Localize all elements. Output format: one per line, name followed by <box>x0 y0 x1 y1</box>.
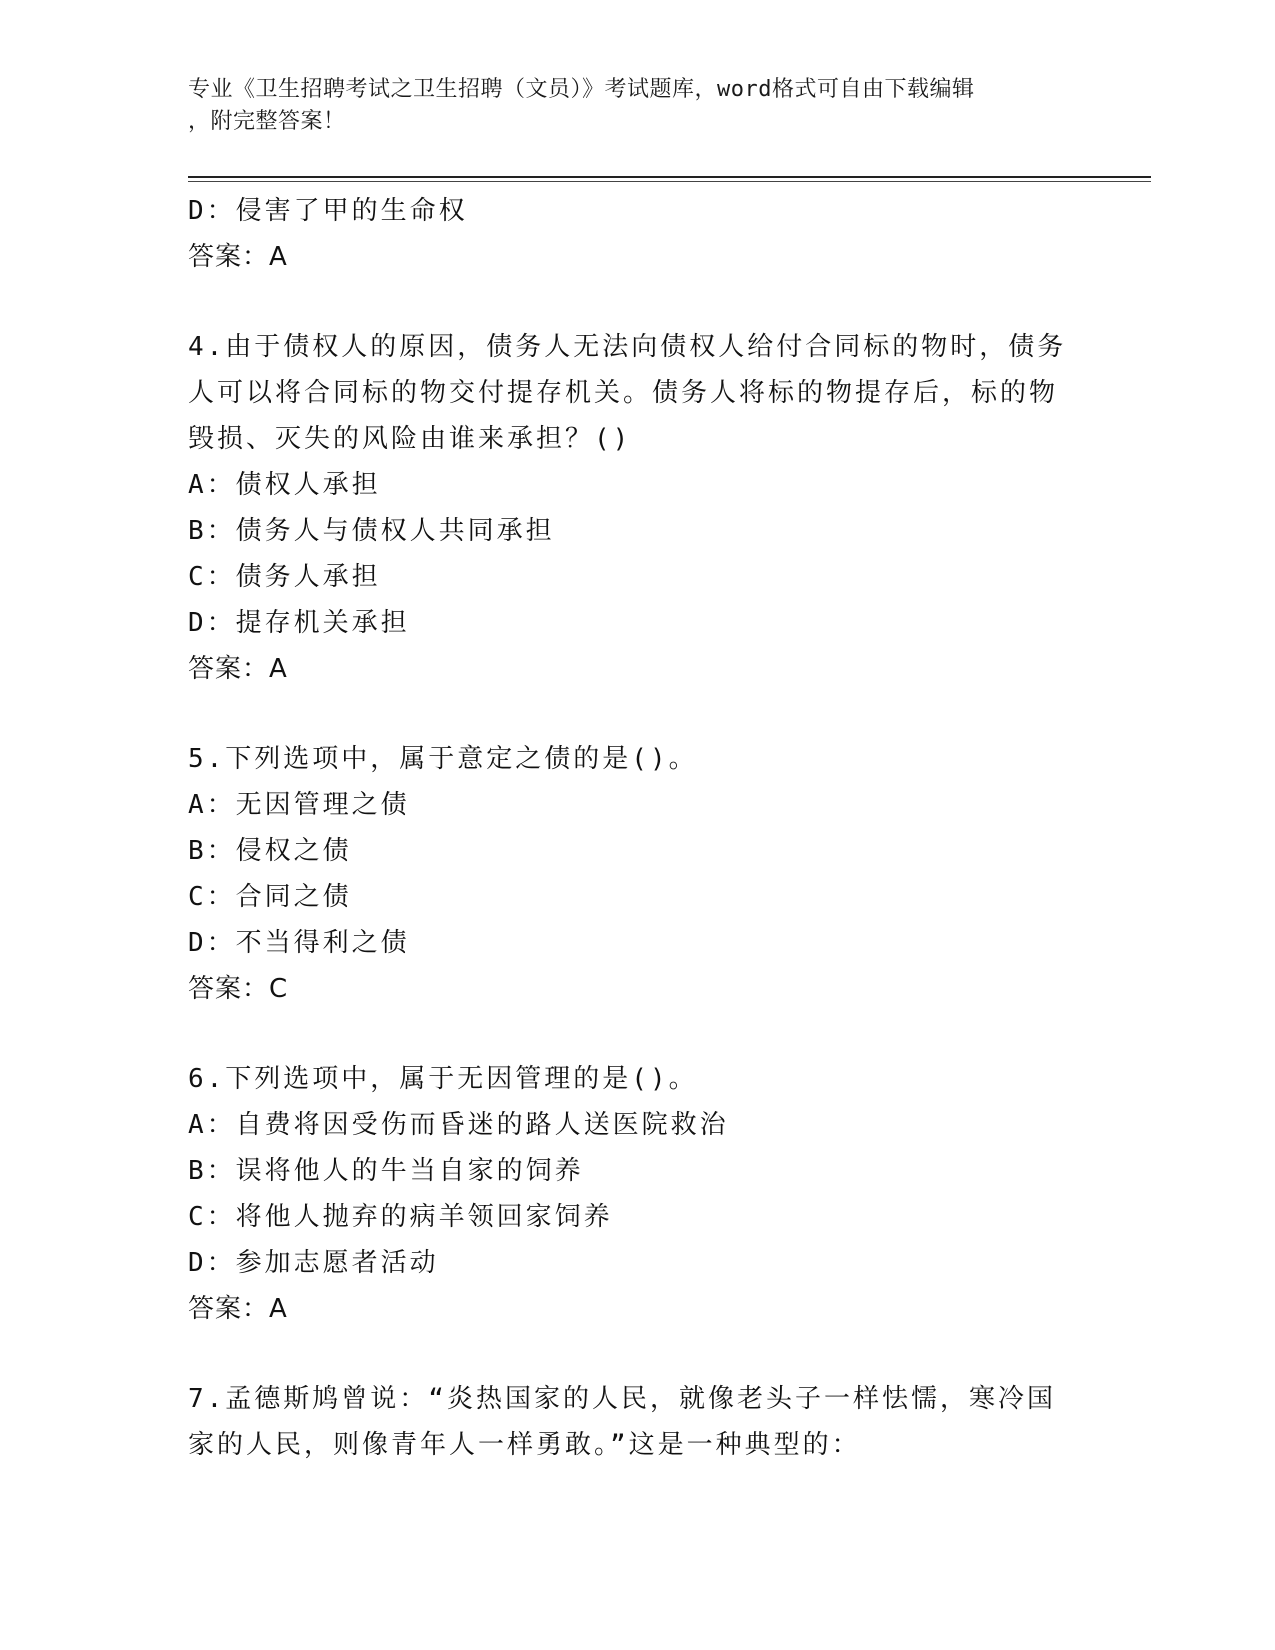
option-b: B：侵权之债 <box>188 836 352 866</box>
question-stem-line: 4.由于债权人的原因，债务人无法向债权人给付合同标的物时，债务 <box>188 332 1067 362</box>
option-b: B：债务人与债权人共同承担 <box>188 516 555 546</box>
option-c: C：将他人抛弃的病羊领回家饲养 <box>188 1202 613 1232</box>
previous-question-tail <box>188 188 1088 280</box>
question-5 <box>188 736 1088 1012</box>
question-stem-line: 7.孟德斯鸠曾说：“炎热国家的人民，就像老头子一样怯懦，寒冷国 <box>188 1384 1056 1414</box>
header-line-2: ，附完整答案！ <box>188 109 346 134</box>
option-d: D：侵害了甲的生命权 <box>188 196 468 226</box>
option-a: A：自费将因受伤而昏迷的路人送医院救治 <box>188 1110 729 1140</box>
document-header <box>188 74 1068 138</box>
option-a: A：无因管理之债 <box>188 790 410 820</box>
option-d: D：不当得利之债 <box>188 928 410 958</box>
answer-line: 答案：A <box>188 242 288 272</box>
question-stem-line: 毁损、灭失的风险由谁来承担？() <box>188 424 632 454</box>
question-stem-line: 5.下列选项中，属于意定之债的是()。 <box>188 744 698 774</box>
header-divider-thin <box>188 181 1151 182</box>
answer-line: 答案：A <box>188 1294 288 1324</box>
header-divider <box>188 176 1151 178</box>
option-d: D：提存机关承担 <box>188 608 410 638</box>
question-stem-line: 家的人民，则像青年人一样勇敢。”这是一种典型的： <box>188 1430 861 1460</box>
question-stem-line: 6.下列选项中，属于无因管理的是()。 <box>188 1064 698 1094</box>
question-7 <box>188 1376 1088 1468</box>
question-stem-line: 人可以将合同标的物交付提存机关。债务人将标的物提存后，标的物 <box>188 378 1059 408</box>
question-6 <box>188 1056 1088 1332</box>
option-c: C：债务人承担 <box>188 562 381 592</box>
header-line-1: 专业《卫生招聘考试之卫生招聘（文员）》考试题库，word格式可自由下载编辑 <box>188 77 975 102</box>
answer-line: 答案：C <box>188 974 289 1004</box>
option-d: D：参加志愿者活动 <box>188 1248 439 1278</box>
option-b: B：误将他人的牛当自家的饲养 <box>188 1156 584 1186</box>
option-c: C：合同之债 <box>188 882 352 912</box>
document-body <box>188 188 1088 1468</box>
option-a: A：债权人承担 <box>188 470 381 500</box>
answer-line: 答案：A <box>188 654 288 684</box>
question-4 <box>188 324 1088 692</box>
